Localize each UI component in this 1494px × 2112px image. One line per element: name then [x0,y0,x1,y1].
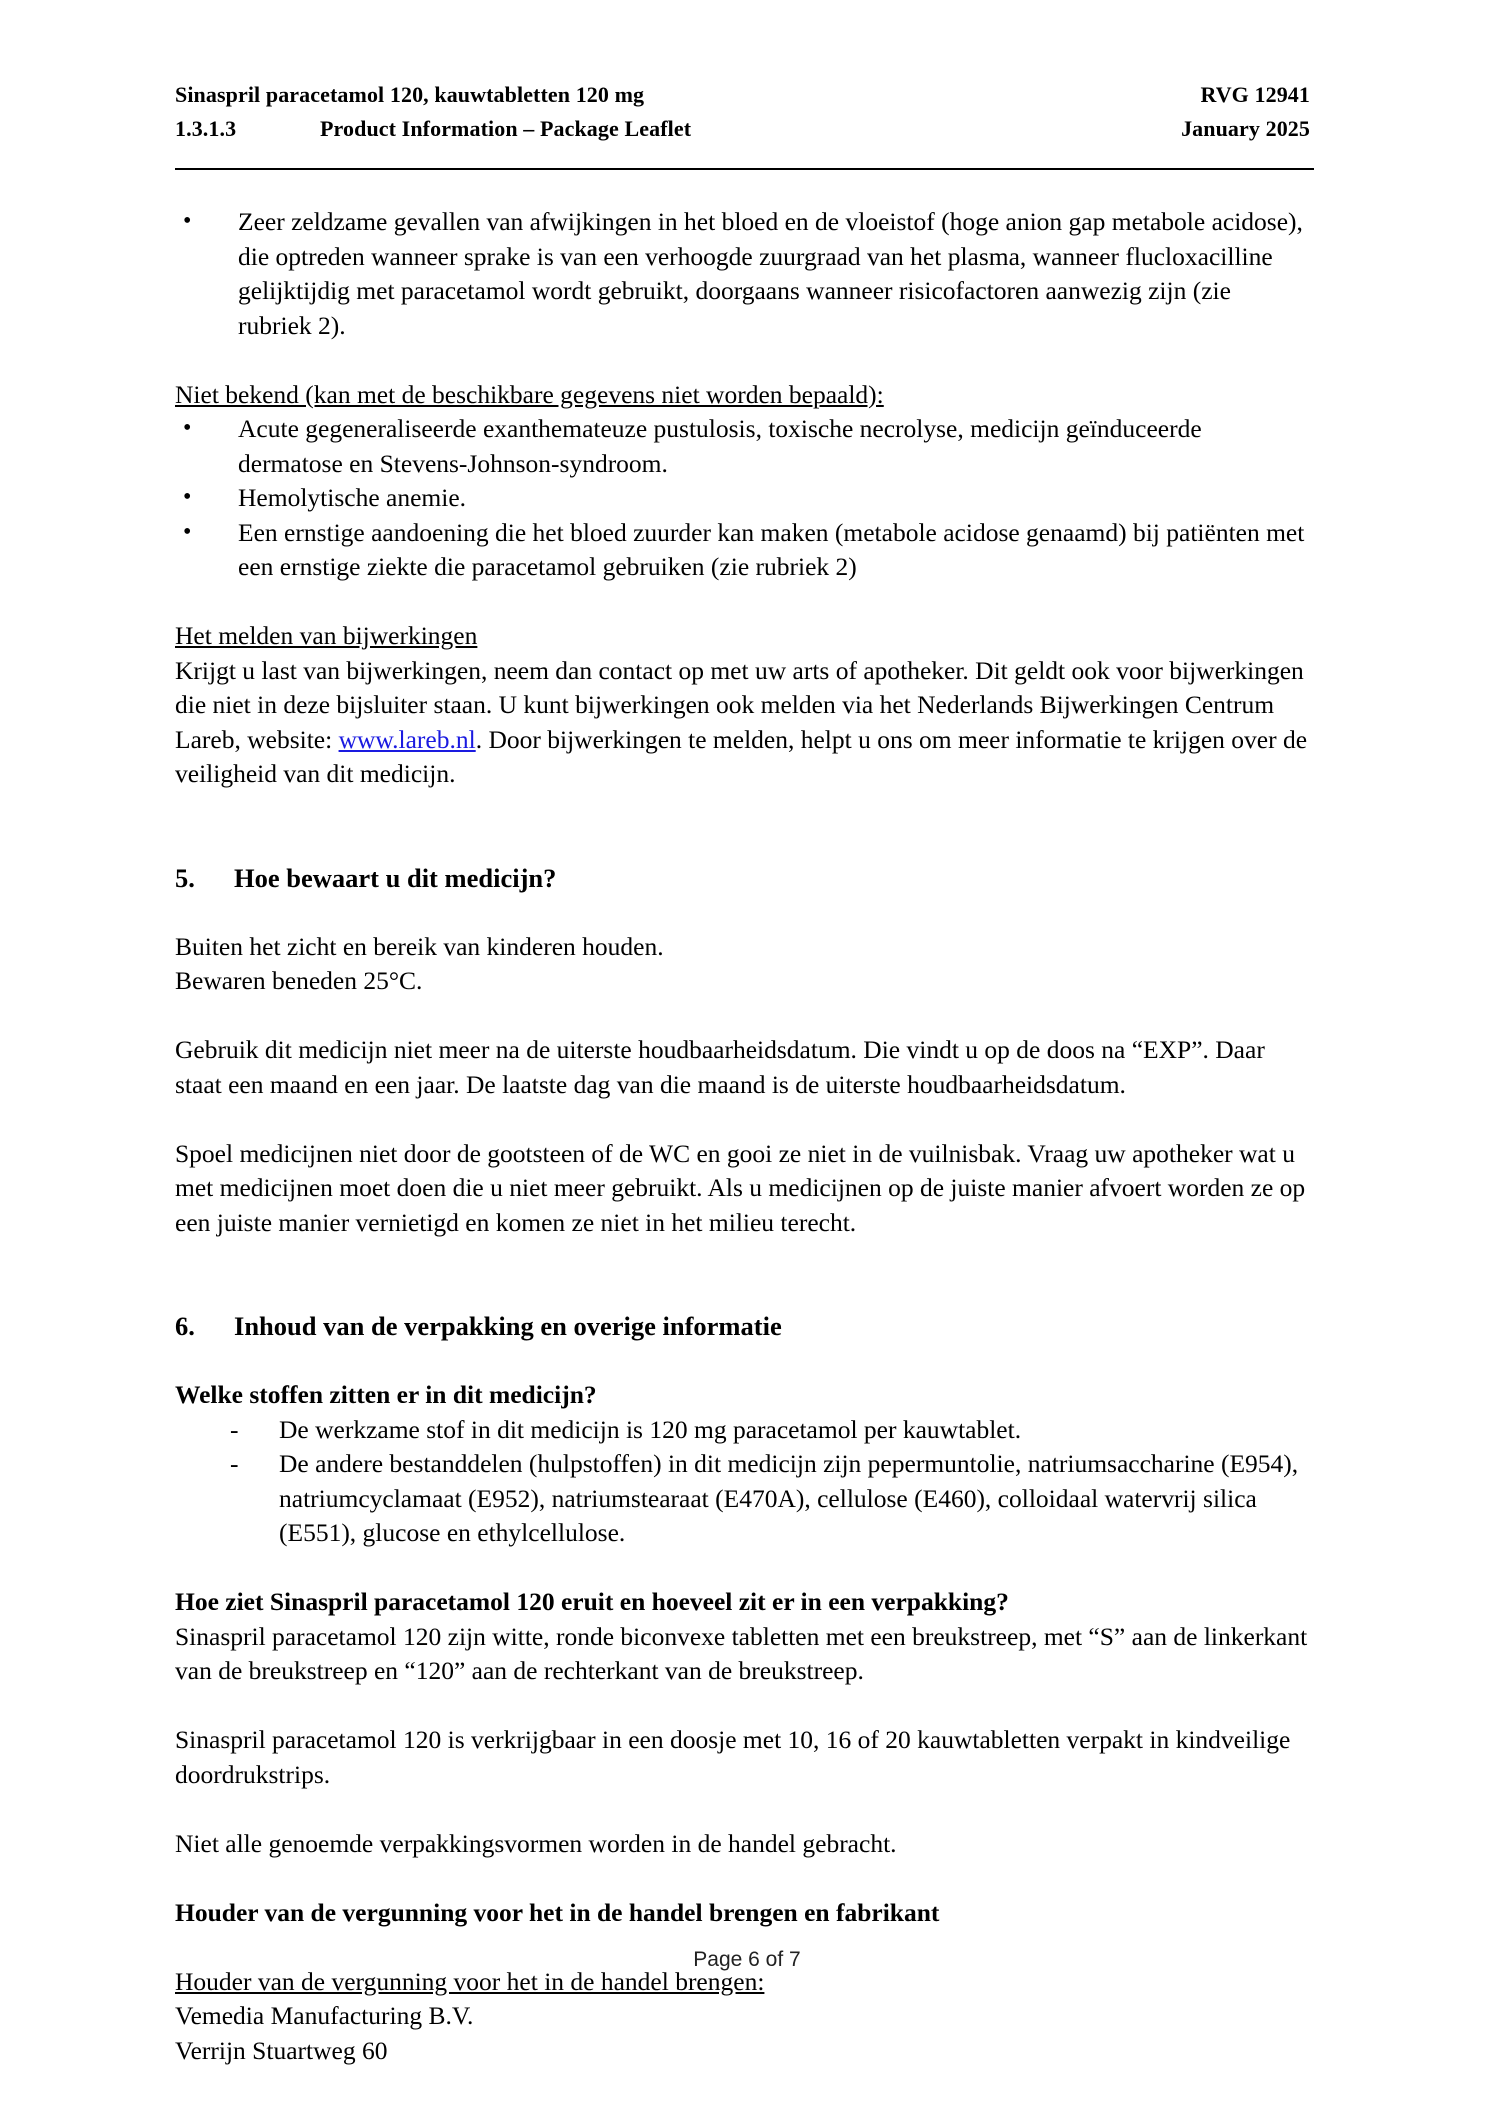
spacer [175,1344,1308,1379]
spacer [175,1275,1308,1310]
unknown-frequency-bullet-list [175,412,1308,585]
list-item: • Zeer zeldzame gevallen van afwijkingen in het bloed en de vloeistof (hoge anion gap metabole acidose), die optreden wanneer sprake is van een verhoogde zuurgraad van het plasma, wanneer flucloxacilline gelijktijdig met paracetamol wordt gebruikt, doorgaans wanneer risicofactoren aanwezig zijn (zie rubriek 2). [175,205,1308,343]
spacer [175,343,1308,378]
ingredients-list [175,1413,1308,1551]
ingredients-heading: Welke stoffen zitten er in dit medicijn? [175,1380,597,1409]
spacer [175,1240,1308,1275]
spacer [175,585,1308,620]
list-item: • Een ernstige aandoening die het bloed zuurder kan maken (metabole acidose genaamd) bij patiënten met een ernstige ziekte die paracetamol gebruiken (zie rubriek 2) [175,516,1308,585]
not-all-packs-paragraph: Niet alle genoemde verpakkingsvormen worden in de handel gebracht. [175,1828,897,1858]
list-item: - De andere bestanddelen (hulpstoffen) in dit medicijn zijn pepermuntolie, natriumsaccharine (E954), natriumcyclamaat (E952), natriumstearaat (E470A), cellulose (E460), colloidaal watervrij silica (E551), glucose en ethylcellulose. [175,1447,1308,1551]
frequency-unknown-heading: Niet bekend (kan met de beschikbare gegevens niet worden bepaald): [175,379,884,409]
spacer [175,1102,1308,1137]
appearance-heading: Hoe ziet Sinaspril paracetamol 120 eruit en hoeveel zit er in een verpakking? [175,1587,1009,1616]
header-row-subtitle [175,112,1310,146]
list-item: - De werkzame stof in dit medicijn is 120 mg paracetamol per kauwtablet. [175,1413,1308,1448]
appearance-paragraph: Sinaspril paracetamol 120 zijn witte, ronde biconvexe tabletten met een breukstreep, met “S” aan de linkerkant van de breukstreep en “120” aan de rechterkant van de breukstreep. [175,1621,1308,1685]
spacer [175,826,1308,861]
pack-size-paragraph: Sinaspril paracetamol 120 is verkrijgbaar in een doosje met 10, 16 of 20 kauwtabletten verpakt in kindveilige doordrukstrips. [175,1725,1291,1789]
product-title: Sinaspril paracetamol 120, kauwtabletten 120 mg [175,82,645,107]
section-6-number: 6. [175,1311,195,1341]
mah-heading: Houder van de vergunning voor het in de handel brengen en fabrikant [175,1897,940,1927]
anion-gap-bullet-list [175,205,1308,343]
mah-street: Verrijn Stuartweg 60 [175,2035,388,2065]
storage-line-2: Bewaren beneden 25°C. [175,966,423,995]
spacer [175,895,1308,930]
spacer [175,1551,1308,1586]
list-item: • Acute gegeneraliseerde exanthemateuze pustulosis, toxische necrolyse, medicijn geïnduceerde dermatose en Stevens-Johnson-syndroom. [175,412,1308,481]
document-type: Product Information – Package Leaflet [320,116,692,141]
lareb-website-link[interactable]: www.lareb.nl [338,724,476,754]
header-divider [175,168,1314,170]
reporting-text-part2: . Door bijwerkingen te melden, helpt u ons om meer informatie te krijgen over de veiligheid van dit medicijn. [175,724,1308,788]
header-left-title [175,78,644,112]
header-row-title [175,78,1310,112]
mah-name: Vemedia Manufacturing B.V. [175,2001,474,2030]
list-item: • Hemolytische anemie. [175,481,1308,516]
disposal-paragraph: Spoel medicijnen niet door de gootsteen of de WC en gooi ze niet in de vuilnisbak. Vraag uw apotheker wat u met medicijnen moet doen die u niet meer gebruikt. Als u medicijnen op de juiste manier afvoert worden ze op een juiste manier vernietigd en komen ze niet in het milieu terecht. [175,1138,1306,1237]
document-body [175,205,1308,2068]
reporting-text-part1: Krijgt u last van bijwerkingen, neem dan contact op met uw arts of apotheker. Dit geldt ook voor bijwerkingen die niet in deze bijsluiter staan. U kunt bijwerkingen ook melden via het Nederlands Bijwerkingen Centrum Lareb, website: [175,655,1304,754]
spacer [175,792,1308,827]
section-6-title: Inhoud van de verpakking en overige informatie [234,1311,782,1341]
page-header [175,78,1310,146]
spacer [175,1792,1308,1827]
reporting-heading: Het melden van bijwerkingen [175,621,478,650]
storage-line-1: Buiten het zicht en bereik van kinderen houden. [175,931,664,961]
section-6-heading [175,1309,1308,1344]
document-date: January 2025 [1181,116,1310,141]
spacer [175,1689,1308,1724]
section-5-heading [175,861,1308,896]
rvg-number: RVG 12941 [1200,82,1310,107]
spacer [175,999,1308,1034]
mah-subheading: Houder van de vergunning voor het in de handel brengen: [175,1966,765,1996]
header-left-subtitle [175,112,691,146]
section-5-number: 5. [175,862,195,893]
page-footer [0,1948,1494,1972]
section-number: 1.3.1.3 [175,116,237,141]
reporting-paragraph [175,654,1308,792]
spacer [175,1861,1308,1896]
section-5-title: Hoe bewaart u dit medicijn? [234,862,557,893]
expiry-paragraph: Gebruik dit medicijn niet meer na de uiterste houdbaarheidsdatum. Die vindt u op de doos na “EXP”. Daar staat een maand en een jaar. De laatste dag van die maand is de uiterste houdbaarheidsdatum. [175,1035,1265,1099]
page-number-label: Page 6 of 7 [693,1948,801,1971]
